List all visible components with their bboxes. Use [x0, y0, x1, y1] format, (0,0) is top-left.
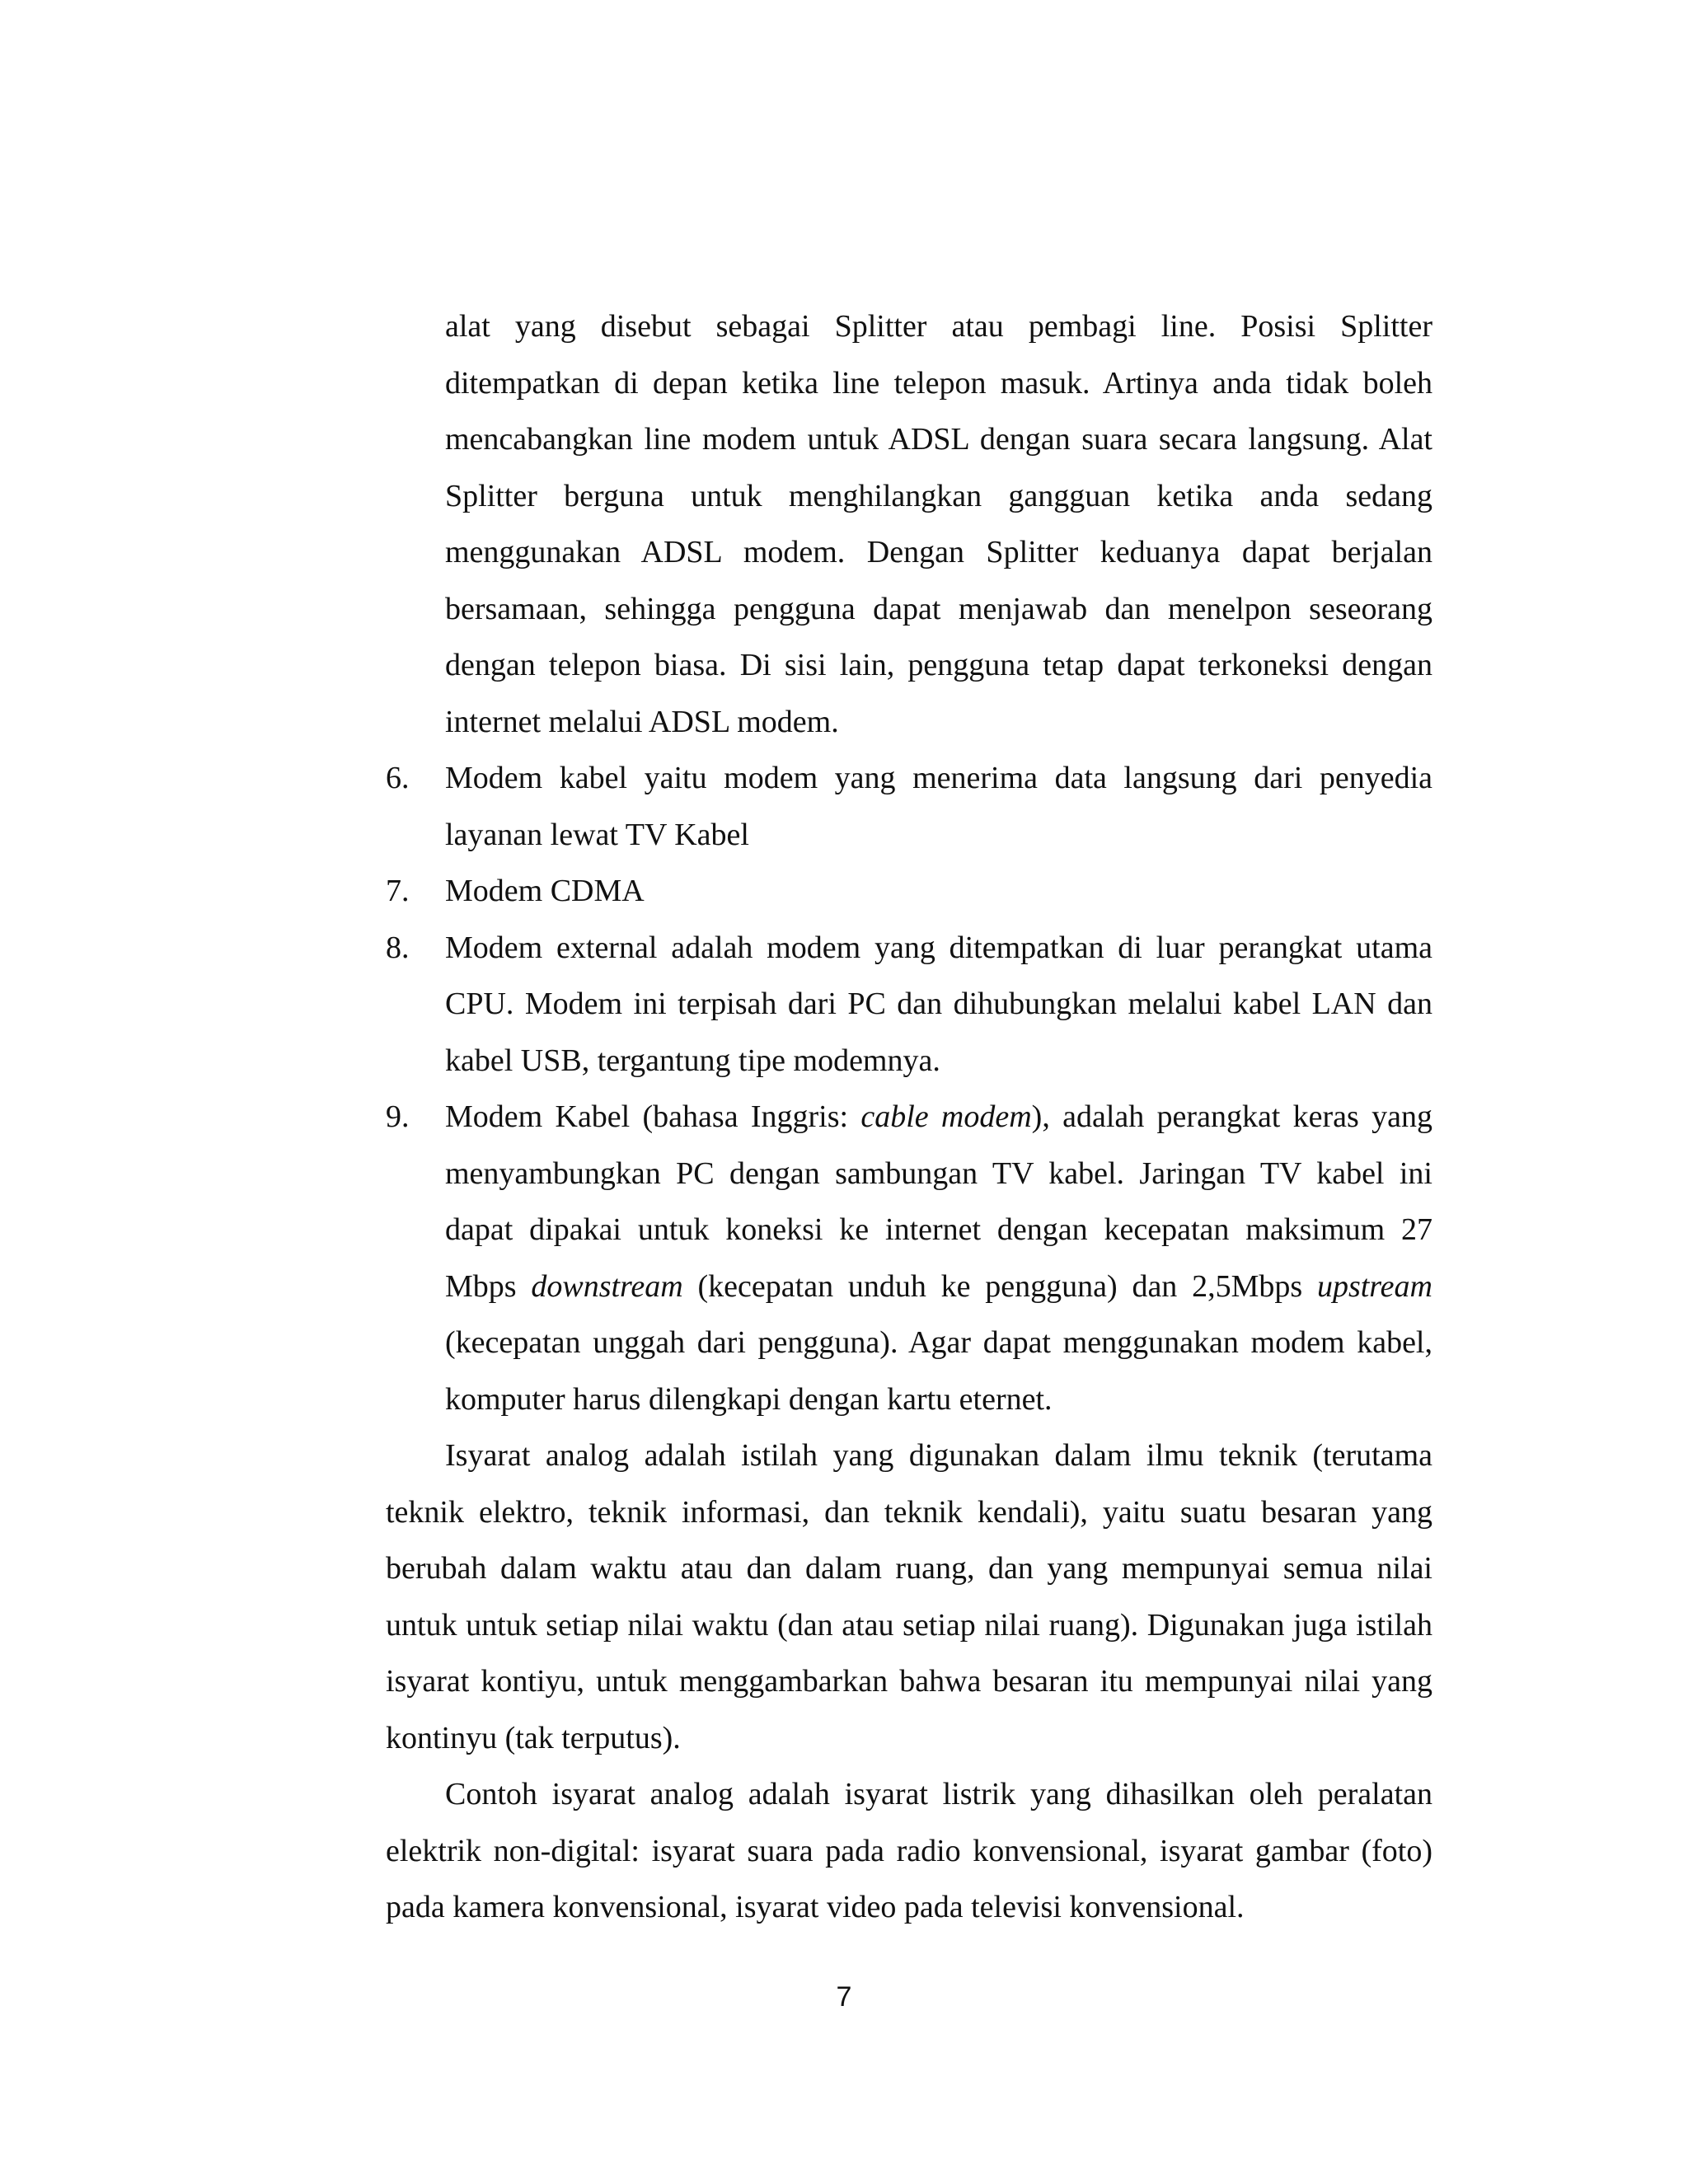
- list-item-text: [445, 1099, 1432, 1417]
- list-item-8: [386, 920, 1432, 1090]
- text-segment: (kecepatan unggah dari pengguna). Agar dapat menggunakan modem kabel, komputer harus dilengkapi dengan kartu eternet.: [445, 1325, 1432, 1417]
- list-number: 6.: [386, 761, 410, 795]
- body-paragraph-analog-signal: Isyarat analog adalah istilah yang digunakan dalam ilmu teknik (terutama teknik elektro, teknik informasi, dan teknik kendali), yaitu suatu besaran yang berubah dalam waktu atau dan dalam ruang, dan yang mempunyai semua nilai untuk untuk setiap nilai waktu (dan atau setiap nilai ruang). Digunakan juga istilah isyarat kontiyu, untuk menggambarkan bahwa besaran itu mempunyai nilai yang kontinyu (tak terputus).: [386, 1438, 1432, 1755]
- list-number: 7.: [386, 874, 410, 908]
- list-item-6: [386, 750, 1432, 863]
- italic-term-cable-modem: cable modem: [860, 1099, 1032, 1134]
- list-item-7: [386, 863, 1432, 920]
- list-item-text: Modem CDMA: [445, 874, 645, 908]
- page-body: [386, 298, 1432, 1936]
- italic-term-downstream: downstream: [531, 1268, 683, 1304]
- list-number: 9.: [386, 1099, 410, 1134]
- text-segment: ), adalah perangkat keras yang menyambungkan PC dengan sambungan TV kabel. Jaringan TV kabel ini dapat dipakai untuk koneksi ke internet dengan kecepatan maksimum 27 Mbps: [445, 1099, 1432, 1304]
- page-number: 7: [836, 1981, 852, 2013]
- text-segment: (kecepatan unduh ke pengguna) dan 2,5Mbps: [682, 1268, 1317, 1304]
- italic-term-upstream: upstream: [1316, 1268, 1432, 1304]
- text-segment: Modem Kabel (bahasa Inggris:: [445, 1099, 861, 1134]
- list-item-text: Modem kabel yaitu modem yang menerima data langsung dari penyedia layanan lewat TV Kabel: [445, 761, 1432, 852]
- list-number: 8.: [386, 930, 410, 965]
- list-item-text: Modem external adalah modem yang ditempatkan di luar perangkat utama CPU. Modem ini terpisah dari PC dan dihubungkan melalui kabel LAN dan kabel USB, tergantung tipe modemnya.: [445, 930, 1432, 1078]
- body-paragraph-analog-examples: Contoh isyarat analog adalah isyarat listrik yang dihasilkan oleh peralatan elektrik non-digital: isyarat suara pada radio konvensional, isyarat gambar (foto) pada kamera konvensional, isyarat video pada televisi konvensional.: [386, 1777, 1432, 1924]
- list-item-9: [386, 1089, 1432, 1427]
- continuation-paragraph: alat yang disebut sebagai Splitter atau pembagi line. Posisi Splitter ditempatkan di depan ketika line telepon masuk. Artinya anda tidak boleh mencabangkan line modem untuk ADSL dengan suara secara langsung. Alat Splitter berguna untuk menghilangkan gangguan ketika anda sedang menggunakan ADSL modem. Dengan Splitter keduanya dapat berjalan bersamaan, sehingga pengguna dapat menjawab dan menelpon seseorang dengan telepon biasa. Di sisi lain, pengguna tetap dapat terkoneksi dengan internet melalui ADSL modem.: [445, 309, 1432, 739]
